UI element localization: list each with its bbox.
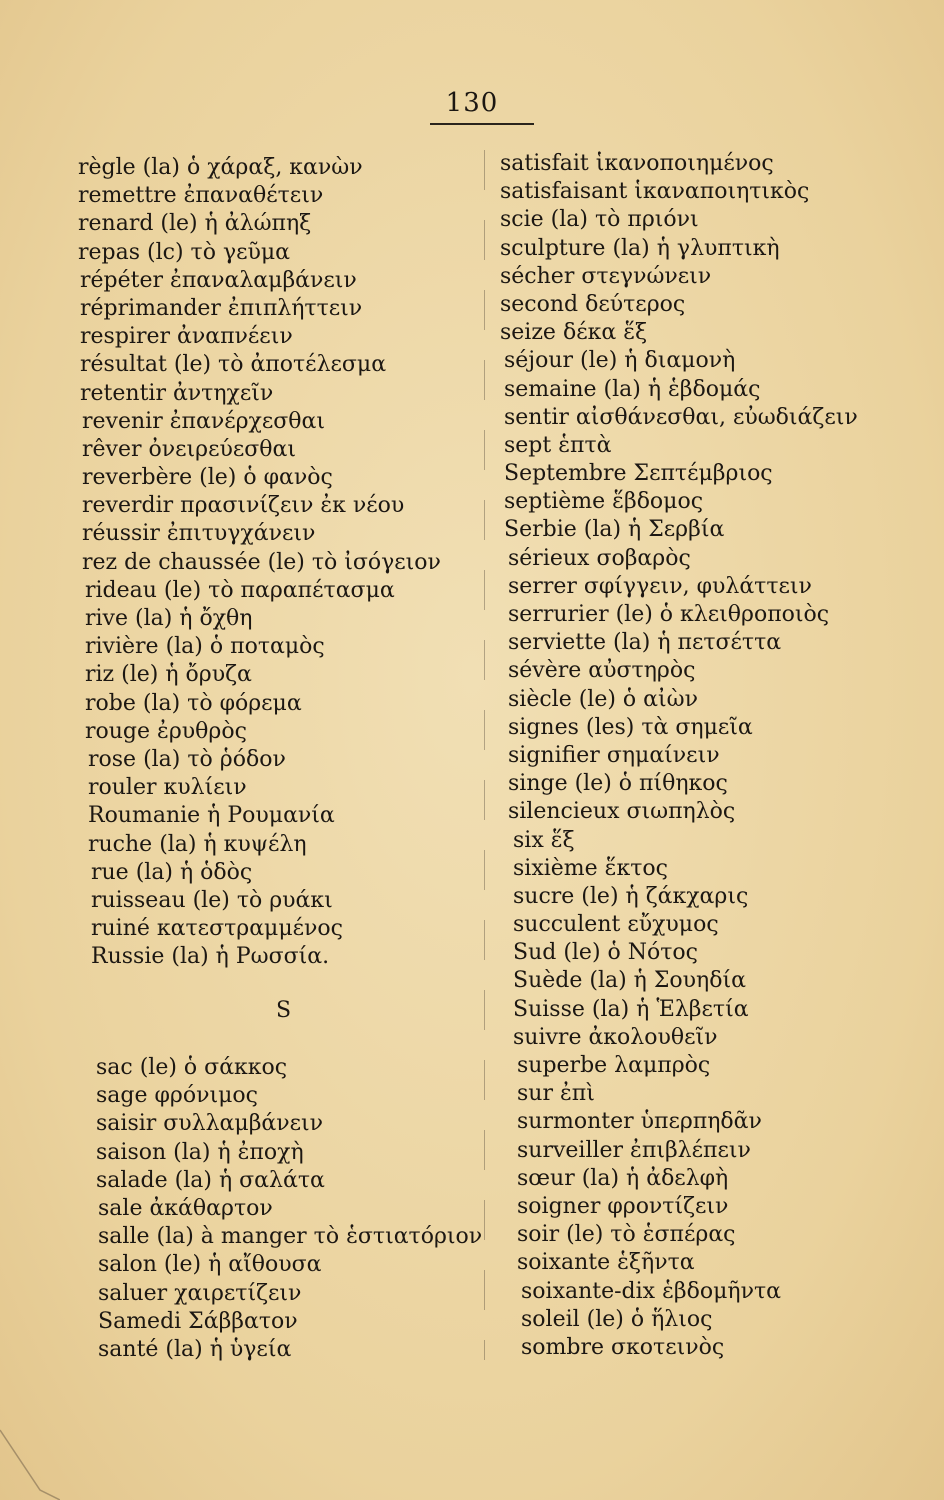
dictionary-entry: sécher στεγνώνειν	[500, 263, 712, 289]
dictionary-entry: siècle (le) ὁ αἰὼν	[508, 686, 698, 712]
dictionary-entry: second δεύτερος	[500, 291, 686, 317]
dictionary-entry: seize δέκα ἕξ	[500, 320, 648, 346]
dictionary-entry: santé (la) ἡ ὑγεία	[98, 1336, 292, 1362]
dictionary-entry: sac (le) ὁ σάκκος	[96, 1055, 288, 1080]
column-divider	[484, 150, 485, 1360]
dictionary-entry: rouge ἐρυθρὸς	[85, 718, 247, 744]
dictionary-entry: sur ἐπὶ	[517, 1081, 595, 1107]
dictionary-entry: séjour (le) ἡ διαμονὴ	[504, 348, 736, 374]
dictionary-entry: soixante ἑξῆντα	[517, 1250, 695, 1276]
dictionary-entry: surmonter ὑπερπηδᾶν	[517, 1109, 762, 1135]
dictionary-entry: répéter ἐπαναλαμβάνειν	[80, 267, 357, 293]
dictionary-entry: septième ἕβδομος	[504, 489, 704, 515]
dictionary-entry: Suède (la) ἡ Σουηδία	[513, 968, 746, 994]
dictionary-entry: rouler κυλίειν	[88, 775, 247, 801]
dictionary-entry: saison (la) ἡ ἐποχὴ	[96, 1139, 304, 1165]
dictionary-entry: règle (la) ὁ χάραξ, κανὼν	[78, 155, 363, 180]
dictionary-entry: rive (la) ἡ ὄχθη	[85, 606, 253, 631]
dictionary-entry: rêver ὀνειρεύεσθαι	[82, 436, 296, 462]
dictionary-entry: sévère αὐστηρὸς	[508, 658, 696, 684]
dictionary-entry: Serbie (la) ἡ Σερβία	[504, 517, 725, 543]
dictionary-entry: revenir ἐπανέρχεσθαι	[82, 408, 325, 434]
dictionary-entry: salle (la) à manger τὸ ἑστιατόριον	[98, 1224, 483, 1250]
dictionary-entry: ruisseau (le) τὸ ρυάκι	[91, 887, 333, 913]
dictionary-entry: résultat (le) τὸ ἀποτέλεσμα	[80, 352, 387, 378]
dictionary-entry: singe (le) ὁ πίθηκος	[508, 771, 728, 797]
dictionary-entry: riz (le) ἡ ὄρυζα	[85, 662, 252, 688]
dictionary-entry: sage φρόνιμος	[96, 1083, 258, 1109]
dictionary-entry: satisfaisant ἱκαναποιητικὸς	[500, 179, 810, 205]
dictionary-entry: Russie (la) ἡ Ρωσσία.	[91, 944, 330, 970]
dictionary-entry: semaine (la) ἡ ἑβδομάς	[504, 376, 761, 402]
dictionary-entry: rue (la) ἡ ὁδὸς	[91, 859, 253, 885]
dictionary-entry: sombre σκοτεινὸς	[521, 1334, 725, 1360]
dictionary-entry: suivre ἀκολουθεῖν	[513, 1024, 718, 1050]
page-corner-mark	[0, 1420, 60, 1500]
dictionary-entry: Samedi Σάββατον	[98, 1308, 298, 1334]
dictionary-entry: signes (les) τὰ σημεῖα	[508, 714, 753, 740]
page-number-rule	[430, 123, 534, 125]
dictionary-entry: succulent εὔχυμος	[513, 912, 719, 938]
dictionary-entry: satisfait ἱκανοποιημένος	[500, 151, 774, 176]
dictionary-entry: rez de chaussée (le) τὸ ἰσόγειον	[82, 549, 441, 575]
dictionary-entry: soleil (le) ὁ ἥλιος	[521, 1306, 713, 1332]
dictionary-entry: surveiller ἐπιβλέπειν	[517, 1137, 751, 1163]
dictionary-entry: Roumanie ἡ Ρουμανία	[88, 803, 335, 829]
dictionary-entry: silencieux σιωπηλὸς	[508, 799, 736, 825]
dictionary-entry: rideau (le) τὸ παραπέτασμα	[85, 577, 395, 603]
dictionary-entry: scie (la) τὸ πριόνι	[500, 207, 699, 233]
dictionary-entry: réussir ἐπιτυγχάνειν	[82, 521, 316, 547]
dictionary-entry: sentir αἰσθάνεσθαι, εὐωδιάζειν	[504, 404, 858, 430]
dictionary-entry: réprimander ἐπιπλήττειν	[80, 295, 363, 321]
dictionary-entry: serrer σφίγγειν, φυλάττειν	[508, 573, 812, 599]
dictionary-entry: respirer ἀναπνέειν	[80, 324, 293, 350]
dictionary-entry: serviette (la) ἡ πετσέττα	[508, 630, 782, 656]
dictionary-entry: sale ἀκάθαρτον	[98, 1195, 273, 1221]
left-column-entries	[78, 154, 441, 971]
dictionary-entry: salon (le) ἡ αἴθουσα	[98, 1252, 322, 1278]
dictionary-entry: ruiné κατεστραμμένος	[91, 916, 343, 942]
dictionary-entry: superbe λαμπρὸς	[517, 1053, 711, 1078]
dictionary-entry: serrurier (le) ὁ κλειθροποιὸς	[508, 602, 830, 627]
section-heading: S	[276, 998, 292, 1023]
left-column-s-entries	[96, 1054, 482, 1364]
dictionary-entry: soir (le) τὸ ἑσπέρας	[517, 1222, 736, 1248]
dictionary-entry: reverbère (le) ὁ φανὸς	[82, 465, 333, 491]
dictionary-entry: saisir συλλαμβάνειν	[96, 1111, 324, 1137]
dictionary-entry: repas (lc) τὸ γεῦμα	[78, 239, 291, 265]
dictionary-entry: sœur (la) ἡ ἀδελφὴ	[517, 1165, 729, 1191]
dictionary-entry: ruche (la) ἡ κυψέλη	[88, 831, 307, 857]
dictionary-entry: Suisse (la) ἡ Ἑλβετία	[513, 996, 749, 1022]
right-column-entries	[500, 150, 858, 1362]
dictionary-entry: rose (la) τὸ ῥόδον	[88, 746, 286, 772]
dictionary-entry: reverdir πρασινίζειν ἐκ νέου	[82, 493, 405, 519]
dictionary-entry: Sud (le) ὁ Νότος	[513, 940, 699, 966]
dictionary-entry: saluer χαιρετίζειν	[98, 1280, 302, 1306]
dictionary-entry: robe (la) τὸ φόρεμα	[85, 690, 302, 716]
page-number: 130	[445, 88, 499, 118]
dictionary-entry: signifier σημαίνειν	[508, 742, 720, 768]
dictionary-entry: Septembre Σεπτέμβριος	[504, 461, 773, 487]
dictionary-entry: soigner φροντίζειν	[517, 1193, 729, 1219]
dictionary-entry: sérieux σοβαρὸς	[508, 545, 691, 571]
dictionary-entry: remettre ἐπαναθέτειν	[78, 183, 324, 209]
dictionary-entry: renard (le) ἡ ἀλώπηξ	[78, 211, 312, 237]
dictionary-entry: sept ἑπτὰ	[504, 432, 612, 458]
dictionary-entry: sucre (le) ἡ ζάκχαρις	[513, 883, 749, 909]
dictionary-entry: sculpture (la) ἡ γλυπτικὴ	[500, 235, 780, 261]
dictionary-entry: rivière (la) ὁ ποταμὸς	[85, 634, 325, 660]
dictionary-entry: salade (la) ἡ σαλάτα	[96, 1167, 325, 1193]
dictionary-entry: six ἕξ	[513, 827, 575, 853]
dictionary-entry: sixième ἕκτος	[513, 855, 668, 881]
dictionary-entry: soixante-dix ἑβδομῆντα	[521, 1278, 781, 1304]
dictionary-entry: retentir ἀντηχεῖν	[80, 380, 274, 406]
